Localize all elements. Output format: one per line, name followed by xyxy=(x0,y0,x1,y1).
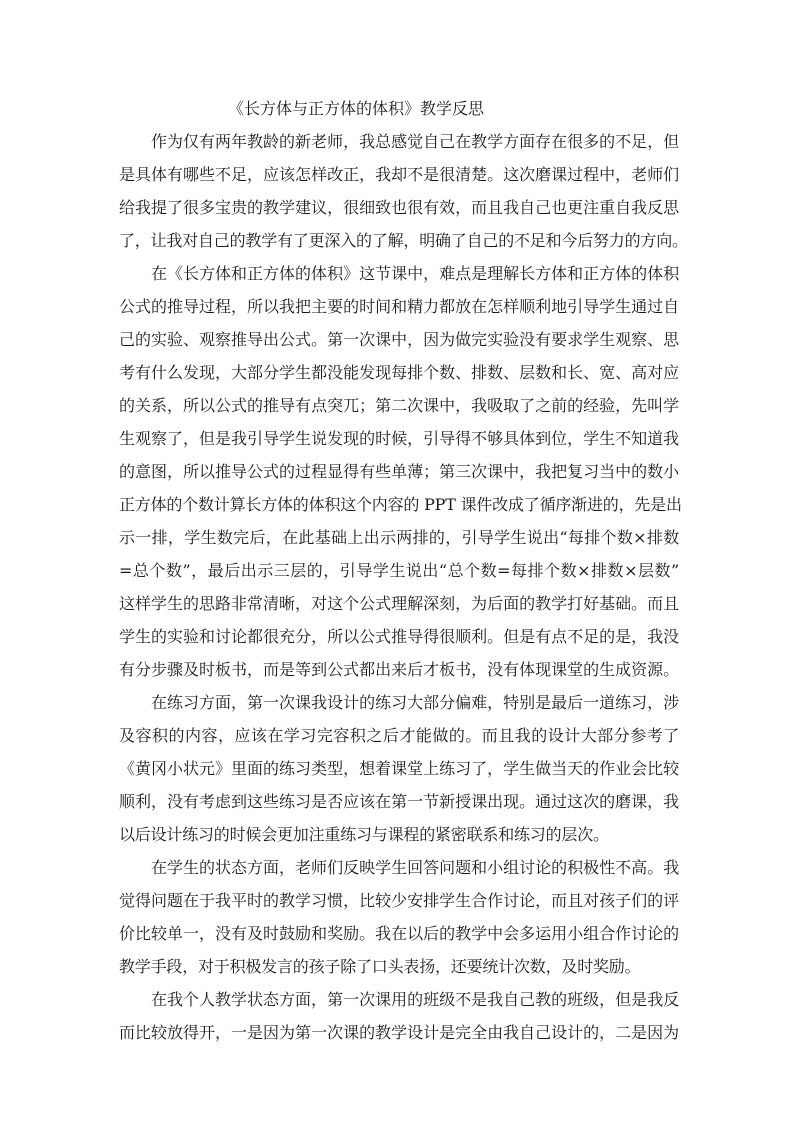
paragraph-line: 在练习方面，第一次课我设计的练习大部分偏难，特别是最后一道练习，涉 xyxy=(151,693,679,712)
paragraph-line: 顺利，没有考虑到这些练习是否应该在第一节新授课出现。通过这次的磨课，我 xyxy=(119,792,679,811)
paragraph-line: 作为仅有两年教龄的新老师，我总感觉自己在教学方面存在很多的不足，但 xyxy=(151,132,679,151)
paragraph-line: 在《长方体和正方体的体积》这节课中，难点是理解长方体和正方体的体积 xyxy=(151,264,679,283)
paragraph-line: 价比较单一，没有及时鼓励和奖励。我在以后的教学中会多运用小组合作讨论的 xyxy=(119,924,679,943)
paragraph-line: 教学手段，对于积极发言的孩子除了口头表扬，还要统计次数，及时奖励。 xyxy=(119,957,641,976)
paragraph-line: 学生的实验和讨论都很充分，所以公式推导得很顺利。但是有点不足的是，我没 xyxy=(119,627,679,646)
paragraph-line: 而比较放得开，一是因为第一次课的教学设计是完全由我自己设计的，二是因为 xyxy=(119,1023,679,1042)
paragraph-line: 的意图，所以推导公式的过程显得有些单薄；第三次课中，我把复习当中的数小 xyxy=(119,462,679,481)
paragraph-line: 生观察了，但是我引导学生说发现的时候，引导得不够具体到位，学生不知道我 xyxy=(119,429,679,448)
paragraph-line: 《黄冈小状元》里面的练习类型，想着课堂上练习了，学生做当天的作业会比较 xyxy=(119,759,679,778)
paragraph-line: 在学生的状态方面，老师们反映学生回答问题和小组讨论的积极性不高。我 xyxy=(151,858,679,877)
paragraph-line: 考有什么发现，大部分学生都没能发现每排个数、排数、层数和长、宽、高对应 xyxy=(119,363,679,382)
paragraph-line: 这样学生的思路非常清晰，对这个公式理解深刻，为后面的教学打好基础。而且 xyxy=(119,594,679,613)
paragraph-line: 觉得问题在于我平时的教学习惯，比较少安排学生合作讨论，而且对孩子们的评 xyxy=(119,891,679,910)
paragraph-line: 了，让我对自己的教学有了更深入的了解，明确了自己的不足和今后努力的方向。 xyxy=(119,231,688,250)
paragraph-line: =总个数”，最后出示三层的，引导学生说出“总个数=每排个数×排数×层数” xyxy=(119,561,679,580)
paragraph-line: 己的实验、观察推导出公式。第一次课中，因为做完实验没有要求学生观察、思 xyxy=(119,330,679,349)
paragraph-line: 示一排，学生数完后，在此基础上出示两排的，引导学生说出“每排个数×排数 xyxy=(119,528,679,547)
paragraph-line: 公式的推导过程，所以我把主要的时间和精力都放在怎样顺利地引导学生通过自 xyxy=(119,297,679,316)
paragraph-line: 正方体的个数计算长方体的体积这个内容的 PPT 课件改成了循序渐进的，先是出 xyxy=(119,495,682,514)
paragraph-line: 以后设计练习的时候会更加注重练习与课程的紧密联系和练习的层次。 xyxy=(119,825,609,844)
paragraph-line: 及容积的内容，应该在学习完容积之后才能做的。而且我的设计大部分参考了 xyxy=(119,726,679,745)
document-title: 《长方体与正方体的体积》教学反思 xyxy=(228,99,485,118)
paragraph-line: 在我个人教学状态方面，第一次课用的班级不是我自己教的班级，但是我反 xyxy=(151,990,679,1009)
paragraph-line: 给我提了很多宝贵的教学建议，很细致也很有效，而且我自己也更注重自我反思 xyxy=(119,198,679,217)
paragraph-line: 的关系，所以公式的推导有点突兀；第二次课中，我吸取了之前的经验，先叫学 xyxy=(119,396,679,415)
paragraph-line: 有分步骤及时板书，而是等到公式都出来后才板书，没有体现课堂的生成资源。 xyxy=(119,660,679,679)
paragraph-line: 是具体有哪些不足，应该怎样改正，我却不是很清楚。这次磨课过程中，老师们 xyxy=(119,165,679,184)
